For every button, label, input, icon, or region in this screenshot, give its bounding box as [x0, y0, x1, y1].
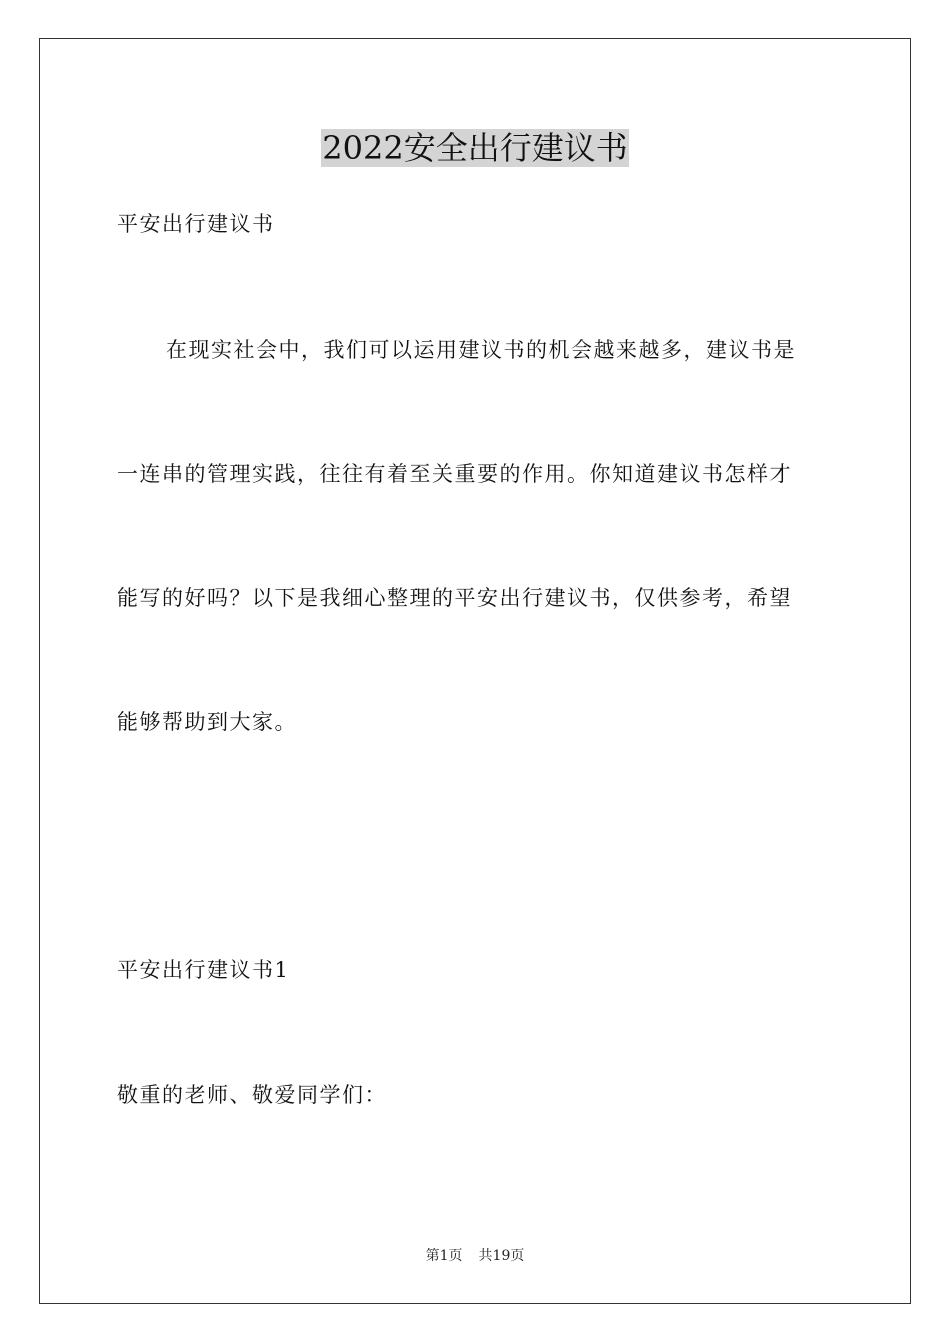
page-total: 共19页: [478, 1248, 525, 1264]
page-number: 第1页: [425, 1248, 463, 1264]
document-title-text: 2022安全出行建议书: [322, 129, 628, 167]
intro-line-1: 在现实社会中，我们可以运用建议书的机会越来越多，建议书是: [166, 338, 796, 362]
intro-line-3: 能写的好吗？以下是我细心整理的平安出行建议书，仅供参考，希望: [117, 586, 792, 610]
document-subtitle: 平安出行建议书: [117, 212, 275, 236]
page-footer: [0, 1246, 950, 1266]
salutation: 敬重的老师、敬爱同学们：: [117, 1083, 387, 1107]
intro-line-2: 一连串的管理实践，往往有着至关重要的作用。你知道建议书怎样才: [117, 462, 792, 486]
intro-line-4: 能够帮助到大家。: [117, 710, 297, 734]
document-title: [0, 124, 950, 172]
section-heading: 平安出行建议书1: [117, 958, 290, 982]
